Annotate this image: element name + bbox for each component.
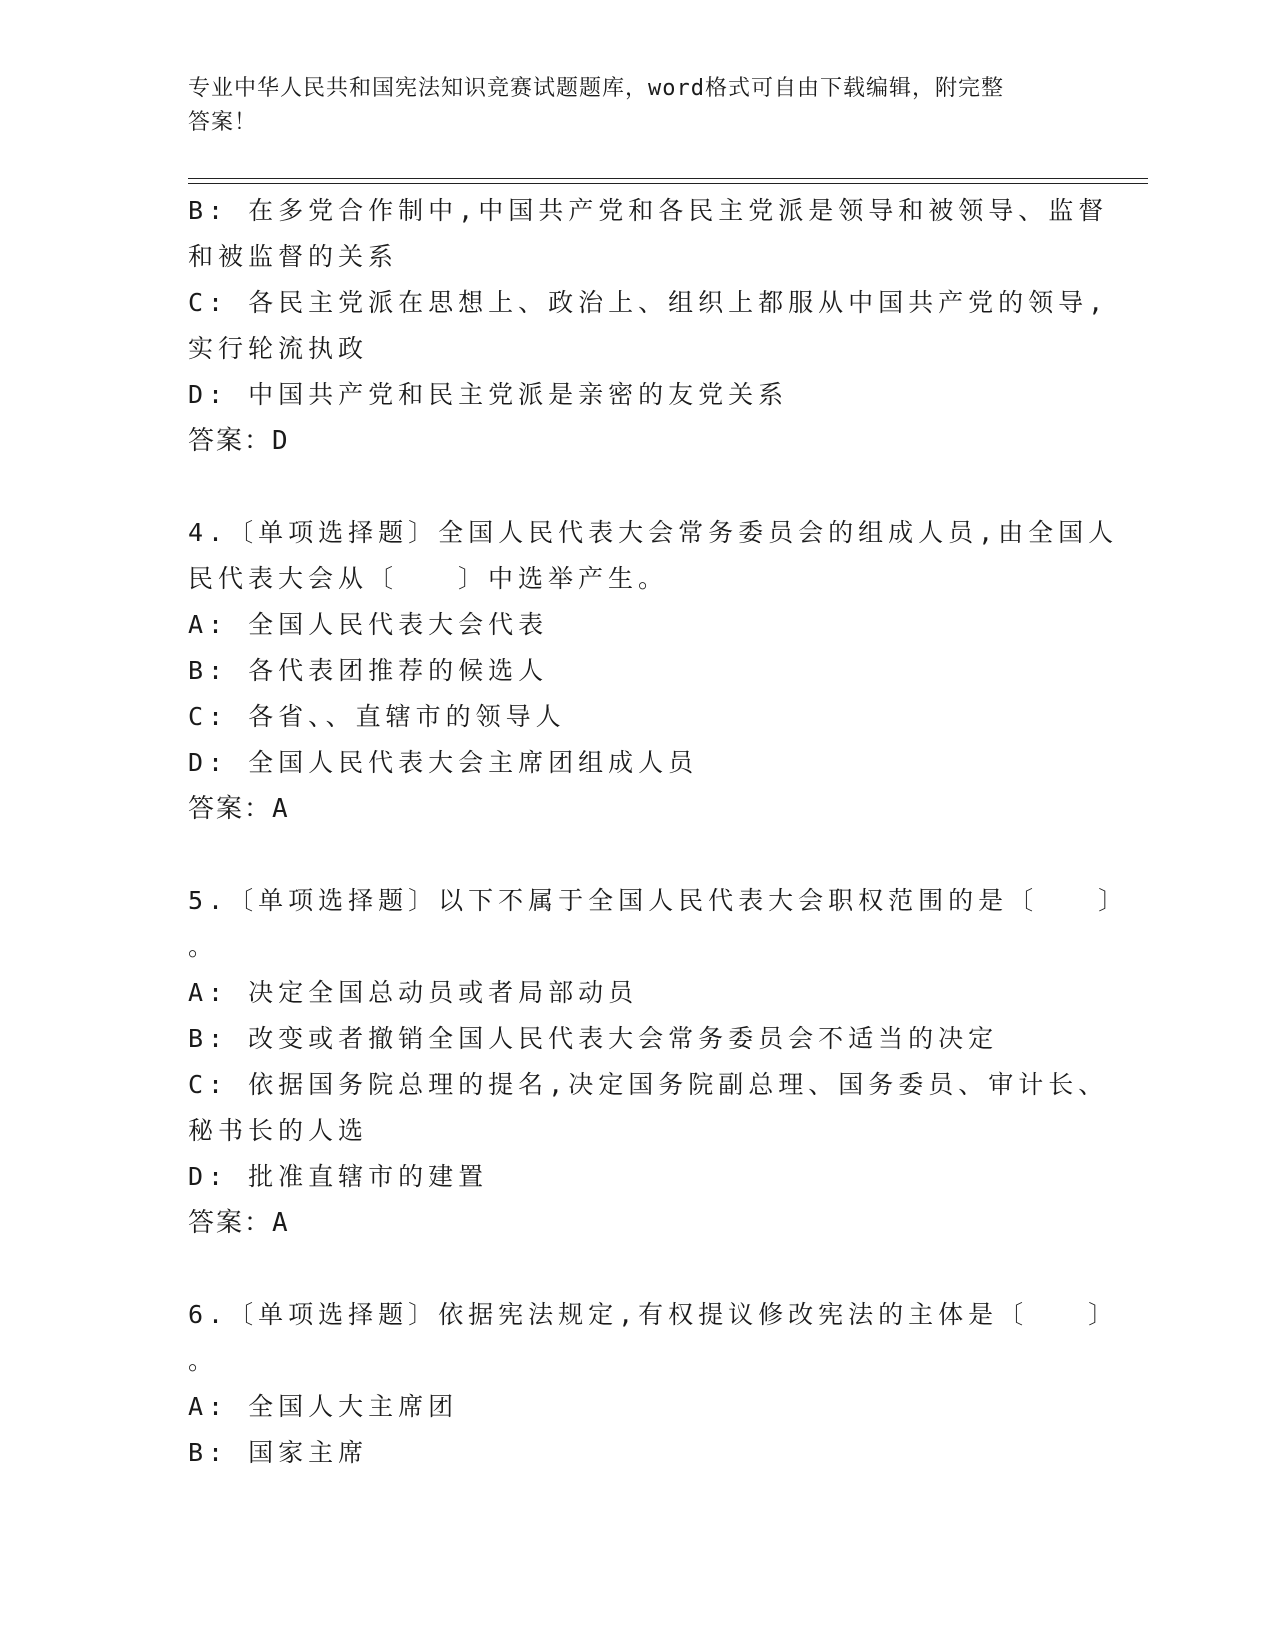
spacer xyxy=(188,1246,1088,1292)
option-c: C: 各省、、直辖市的领导人 xyxy=(188,702,566,731)
header-line-1: 专业中华人民共和国宪法知识竞赛试题题库，word格式可自由下载编辑，附完整 xyxy=(188,76,1004,101)
header-divider-bottom xyxy=(188,183,1148,184)
question-5 xyxy=(188,878,1129,1246)
document-body xyxy=(188,188,1129,1476)
option-c: C: 各民主党派在思想上、政治上、组织上都服从中国共产党的领导, xyxy=(188,288,1109,317)
option-b: B: 改变或者撤销全国人民代表大会常务委员会不适当的决定 xyxy=(188,1024,999,1053)
option-a: A: 全国人大主席团 xyxy=(188,1392,459,1421)
option-d: D: 中国共产党和民主党派是亲密的友党关系 xyxy=(188,380,789,409)
question-stem-continued: 。 xyxy=(188,1346,219,1375)
answer-label: 答案： xyxy=(188,426,273,456)
option-b: B: 各代表团推荐的候选人 xyxy=(188,656,549,685)
spacer xyxy=(188,464,1088,510)
header-line-2: 答案！ xyxy=(188,110,258,135)
option-d: D: 批准直辖市的建置 xyxy=(188,1162,489,1191)
spacer xyxy=(188,832,1088,878)
option-a: A: 决定全国总动员或者局部动员 xyxy=(188,978,639,1007)
option-b: B: 国家主席 xyxy=(188,1438,369,1467)
option-c-continued: 秘书长的人选 xyxy=(188,1116,369,1145)
question-4 xyxy=(188,510,1119,832)
question-stem: 6.〔单项选择题〕依据宪法规定,有权提议修改宪法的主体是〔 〕 xyxy=(188,1300,1119,1329)
question-3-continued xyxy=(188,188,1109,464)
option-d: D: 全国人民代表大会主席团组成人员 xyxy=(188,748,699,777)
option-c: C: 依据国务院总理的提名,决定国务院副总理、国务委员、审计长、 xyxy=(188,1070,1109,1099)
option-c-continued: 实行轮流执政 xyxy=(188,334,369,363)
question-stem-continued: 民代表大会从〔 〕中选举产生。 xyxy=(188,564,669,593)
answer-value: A xyxy=(272,794,290,824)
answer-line xyxy=(188,1200,1088,1246)
answer-line xyxy=(188,418,1088,464)
answer-line xyxy=(188,786,1088,832)
answer-value: A xyxy=(272,1208,290,1238)
option-b: B: 在多党合作制中,中国共产党和各民主党派是领导和被领导、监督 xyxy=(188,196,1109,225)
question-stem: 5.〔单项选择题〕以下不属于全国人民代表大会职权范围的是〔 〕 xyxy=(188,886,1129,915)
question-stem-continued: 。 xyxy=(188,932,219,961)
answer-label: 答案： xyxy=(188,1208,273,1238)
option-b-continued: 和被监督的关系 xyxy=(188,242,399,271)
answer-label: 答案： xyxy=(188,794,273,824)
answer-value: D xyxy=(272,426,290,456)
header-divider-top xyxy=(188,178,1148,179)
option-a: A: 全国人民代表大会代表 xyxy=(188,610,549,639)
question-6 xyxy=(188,1292,1119,1476)
question-stem: 4.〔单项选择题〕全国人民代表大会常务委员会的组成人员,由全国人 xyxy=(188,518,1119,547)
document-header xyxy=(188,72,1088,140)
